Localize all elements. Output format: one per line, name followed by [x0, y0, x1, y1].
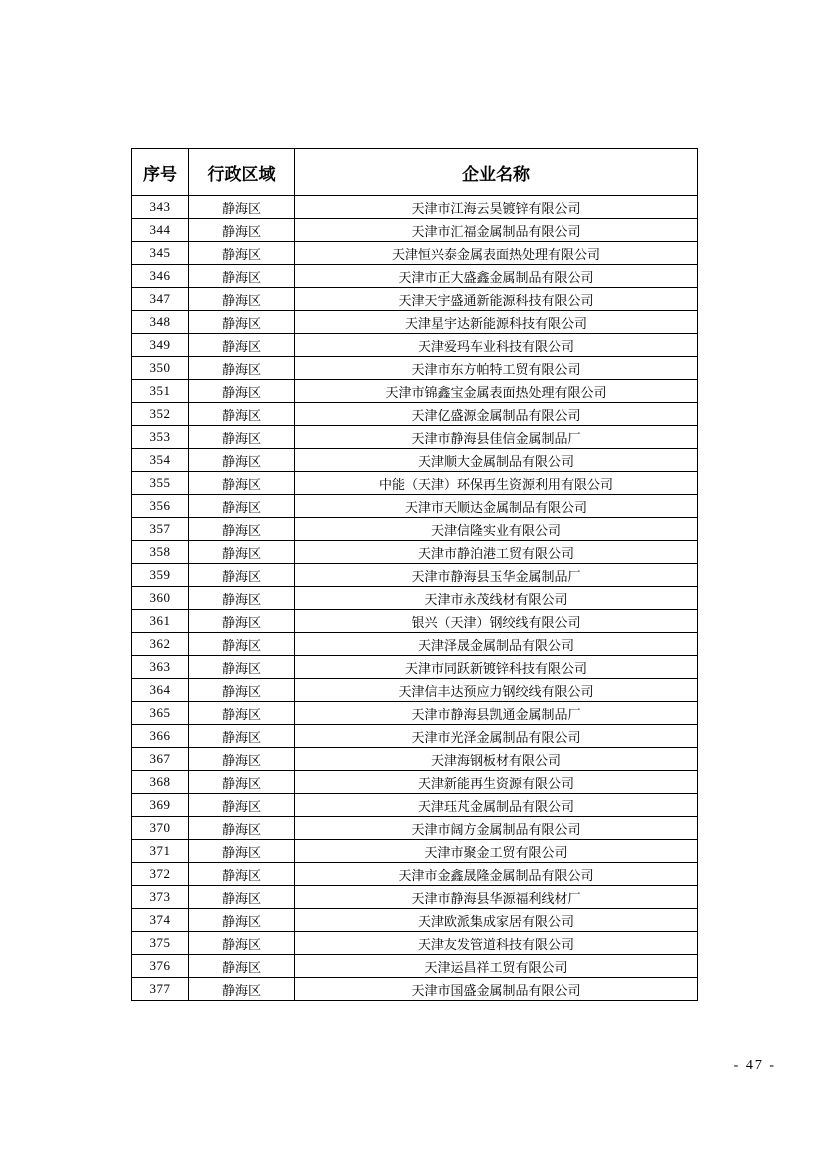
region-cell: 静海区: [189, 518, 295, 541]
region-cell: 静海区: [189, 656, 295, 679]
serial-cell: 354: [132, 449, 189, 472]
serial-cell: 374: [132, 909, 189, 932]
region-cell: 静海区: [189, 242, 295, 265]
region-cell: 静海区: [189, 863, 295, 886]
company-cell: 天津市江海云昊镀锌有限公司: [295, 196, 698, 219]
table-row: [132, 794, 698, 817]
company-cell: 天津市金鑫晟隆金属制品有限公司: [295, 863, 698, 886]
region-cell: 静海区: [189, 955, 295, 978]
company-cell: 天津信隆实业有限公司: [295, 518, 698, 541]
serial-cell: 350: [132, 357, 189, 380]
company-cell: 天津市正大盛鑫金属制品有限公司: [295, 265, 698, 288]
company-cell: 天津市天顺达金属制品有限公司: [295, 495, 698, 518]
region-cell: 静海区: [189, 840, 295, 863]
serial-cell: 356: [132, 495, 189, 518]
table-row: [132, 357, 698, 380]
company-cell: 天津欧派集成家居有限公司: [295, 909, 698, 932]
table-row: [132, 863, 698, 886]
company-cell: 天津市静海县佳信金属制品厂: [295, 426, 698, 449]
region-cell: 静海区: [189, 541, 295, 564]
company-cell: 天津泽晟金属制品有限公司: [295, 633, 698, 656]
company-cell: 天津市国盛金属制品有限公司: [295, 978, 698, 1001]
region-cell: 静海区: [189, 610, 295, 633]
table-body: [132, 196, 698, 1001]
serial-cell: 371: [132, 840, 189, 863]
serial-cell: 346: [132, 265, 189, 288]
table-row: [132, 541, 698, 564]
table-row: [132, 610, 698, 633]
serial-cell: 363: [132, 656, 189, 679]
table-row: [132, 679, 698, 702]
region-cell: 静海区: [189, 771, 295, 794]
table-row: [132, 472, 698, 495]
table-row: [132, 587, 698, 610]
serial-cell: 373: [132, 886, 189, 909]
table-row: [132, 725, 698, 748]
company-cell: 天津市静海县玉华金属制品厂: [295, 564, 698, 587]
region-cell: 静海区: [189, 702, 295, 725]
company-cell: 天津天宇盛通新能源科技有限公司: [295, 288, 698, 311]
region-cell: 静海区: [189, 932, 295, 955]
company-cell: 天津市汇福金属制品有限公司: [295, 219, 698, 242]
serial-cell: 365: [132, 702, 189, 725]
company-cell: 天津亿盛源金属制品有限公司: [295, 403, 698, 426]
table-row: [132, 288, 698, 311]
table-row: [132, 311, 698, 334]
table-row: [132, 564, 698, 587]
header-region: 行政区域: [189, 149, 295, 196]
table-row: [132, 978, 698, 1001]
serial-cell: 358: [132, 541, 189, 564]
region-cell: 静海区: [189, 311, 295, 334]
table-row: [132, 633, 698, 656]
region-cell: 静海区: [189, 978, 295, 1001]
company-cell: 天津市聚金工贸有限公司: [295, 840, 698, 863]
serial-cell: 351: [132, 380, 189, 403]
company-cell: 天津市静海县凯通金属制品厂: [295, 702, 698, 725]
serial-cell: 345: [132, 242, 189, 265]
serial-cell: 359: [132, 564, 189, 587]
table-row: [132, 748, 698, 771]
table-row: [132, 334, 698, 357]
header-serial: 序号: [132, 149, 189, 196]
table-row: [132, 403, 698, 426]
region-cell: 静海区: [189, 265, 295, 288]
header-row: [132, 149, 698, 196]
region-cell: 静海区: [189, 633, 295, 656]
region-cell: 静海区: [189, 564, 295, 587]
region-cell: 静海区: [189, 817, 295, 840]
region-cell: 静海区: [189, 495, 295, 518]
table-row: [132, 955, 698, 978]
region-cell: 静海区: [189, 196, 295, 219]
company-cell: 银兴（天津）钢绞线有限公司: [295, 610, 698, 633]
region-cell: 静海区: [189, 679, 295, 702]
serial-cell: 355: [132, 472, 189, 495]
company-cell: 天津市静海县华源福利线材厂: [295, 886, 698, 909]
table-row: [132, 380, 698, 403]
serial-cell: 360: [132, 587, 189, 610]
serial-cell: 352: [132, 403, 189, 426]
table-row: [132, 771, 698, 794]
table-row: [132, 219, 698, 242]
company-cell: 天津市同跃新镀锌科技有限公司: [295, 656, 698, 679]
table-row: [132, 886, 698, 909]
company-cell: 天津市永茂线材有限公司: [295, 587, 698, 610]
table-row: [132, 817, 698, 840]
serial-cell: 366: [132, 725, 189, 748]
company-cell: 天津海钢板材有限公司: [295, 748, 698, 771]
company-cell: 天津恒兴泰金属表面热处理有限公司: [295, 242, 698, 265]
region-cell: 静海区: [189, 725, 295, 748]
region-cell: 静海区: [189, 886, 295, 909]
company-cell: 天津市阔方金属制品有限公司: [295, 817, 698, 840]
company-cell: 天津星宇达新能源科技有限公司: [295, 311, 698, 334]
region-cell: 静海区: [189, 219, 295, 242]
serial-cell: 348: [132, 311, 189, 334]
region-cell: 静海区: [189, 334, 295, 357]
region-cell: 静海区: [189, 449, 295, 472]
table-row: [132, 242, 698, 265]
table-row: [132, 909, 698, 932]
page-number: - 47 -: [733, 1058, 776, 1073]
table-row: [132, 932, 698, 955]
table-row: [132, 265, 698, 288]
serial-cell: 376: [132, 955, 189, 978]
table-row: [132, 449, 698, 472]
table-row: [132, 656, 698, 679]
region-cell: 静海区: [189, 794, 295, 817]
company-cell: 天津市东方帕特工贸有限公司: [295, 357, 698, 380]
serial-cell: 367: [132, 748, 189, 771]
region-cell: 静海区: [189, 472, 295, 495]
serial-cell: 377: [132, 978, 189, 1001]
serial-cell: 347: [132, 288, 189, 311]
region-cell: 静海区: [189, 748, 295, 771]
serial-cell: 353: [132, 426, 189, 449]
region-cell: 静海区: [189, 288, 295, 311]
serial-cell: 344: [132, 219, 189, 242]
company-cell: 天津友发管道科技有限公司: [295, 932, 698, 955]
region-cell: 静海区: [189, 357, 295, 380]
serial-cell: 364: [132, 679, 189, 702]
company-cell: 天津新能再生资源有限公司: [295, 771, 698, 794]
region-cell: 静海区: [189, 587, 295, 610]
region-cell: 静海区: [189, 909, 295, 932]
company-cell: 天津运昌祥工贸有限公司: [295, 955, 698, 978]
company-cell: 天津顺大金属制品有限公司: [295, 449, 698, 472]
enterprise-table: [131, 148, 698, 1001]
table-header: [132, 149, 698, 196]
serial-cell: 362: [132, 633, 189, 656]
table-row: [132, 495, 698, 518]
company-cell: 天津市锦鑫宝金属表面热处理有限公司: [295, 380, 698, 403]
company-cell: 中能（天津）环保再生资源利用有限公司: [295, 472, 698, 495]
serial-cell: 372: [132, 863, 189, 886]
region-cell: 静海区: [189, 380, 295, 403]
table-row: [132, 702, 698, 725]
table-row: [132, 196, 698, 219]
table-row: [132, 518, 698, 541]
serial-cell: 369: [132, 794, 189, 817]
region-cell: 静海区: [189, 403, 295, 426]
region-cell: 静海区: [189, 426, 295, 449]
company-cell: 天津市静泊港工贸有限公司: [295, 541, 698, 564]
serial-cell: 357: [132, 518, 189, 541]
serial-cell: 375: [132, 932, 189, 955]
header-company: 企业名称: [295, 149, 698, 196]
company-cell: 天津市光泽金属制品有限公司: [295, 725, 698, 748]
serial-cell: 368: [132, 771, 189, 794]
serial-cell: 361: [132, 610, 189, 633]
table-row: [132, 426, 698, 449]
company-cell: 天津珏芃金属制品有限公司: [295, 794, 698, 817]
serial-cell: 370: [132, 817, 189, 840]
company-cell: 天津信丰达预应力钢绞线有限公司: [295, 679, 698, 702]
company-cell: 天津爱玛车业科技有限公司: [295, 334, 698, 357]
serial-cell: 343: [132, 196, 189, 219]
serial-cell: 349: [132, 334, 189, 357]
table-row: [132, 840, 698, 863]
